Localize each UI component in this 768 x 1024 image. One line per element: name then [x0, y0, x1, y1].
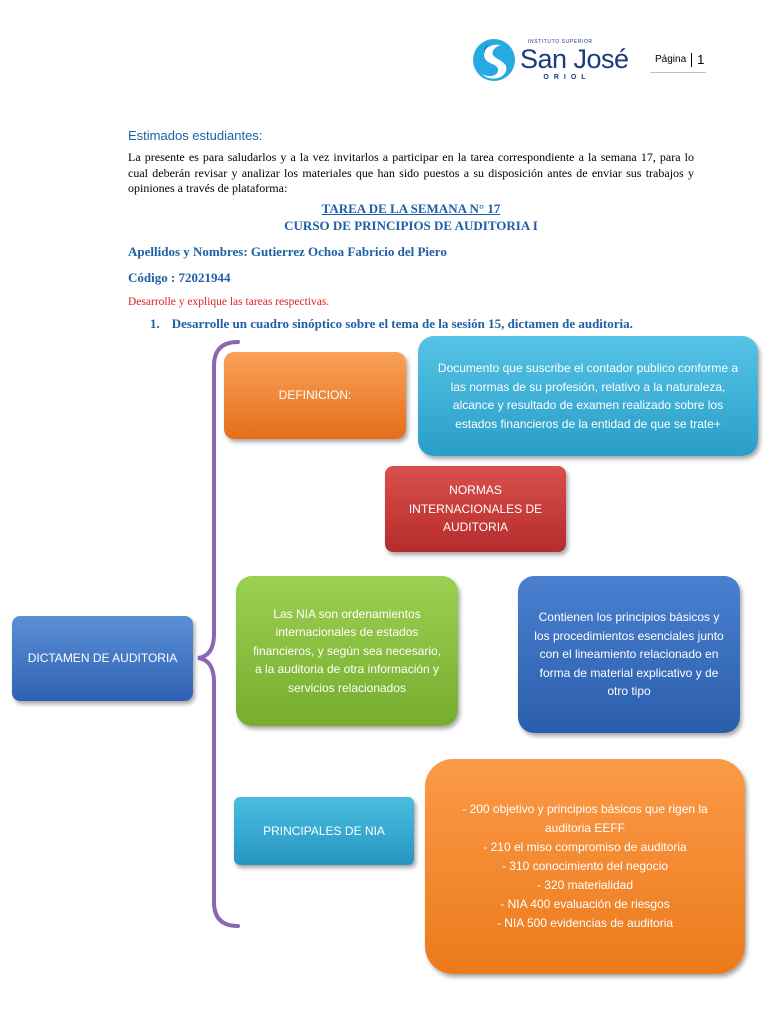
task-title: TAREA DE LA SEMANA N° 17: [321, 201, 501, 216]
student-code: Código : 72021944: [128, 270, 231, 285]
greeting: Estimados estudiantes:: [128, 128, 263, 143]
nia-contents-box: Contienen los principios básicos y los procedimientos esenciales junto con el lineamiento relacionado en forma de material explicativo y de otro tipo: [518, 576, 740, 733]
intro-paragraph: La presente es para saludarlos y a la vez invitarlos a participar en la tarea correspondiente a la semana 17, para lo cual deberán revisar y analizar los materiales que han sido puestos a su disposición antes de enviar sus trabajos y opiniones a través de plataforma:: [128, 150, 694, 195]
student-name: Apellidos y Nombres: Gutierrez Ochoa Fabricio del Piero: [128, 244, 447, 259]
page-divider: [650, 72, 706, 73]
question-text: Desarrolle un cuadro sinóptico sobre el tema de la sesión 15, dictamen de auditoria.: [171, 316, 633, 331]
question-number: 1.: [150, 316, 160, 331]
logo-name: San José: [520, 44, 629, 74]
list-item: - 320 materialidad: [536, 878, 634, 892]
nia-description-box: Las NIA son ordenamientos internacionales de estados financieros, y según sea necesario, a la auditoria de otra información y servicios relacionados: [236, 576, 458, 726]
page-number-value: 1: [697, 52, 705, 67]
principales-label-box: PRINCIPALES DE NIA: [234, 797, 414, 865]
normas-label-box: NORMAS INTERNACIONALES DE AUDITORIA: [385, 466, 566, 552]
instruction: Desarrolle y explique las tareas respectivas.: [128, 296, 330, 308]
definition-text-box: Documento que suscribe el contador publico conforme a las normas de su profesión, relativo a la naturaleza, alcance y resultado de examen realizado sobre los estados financieros de la entidad de que se trate+: [418, 336, 758, 456]
page-separator: [691, 53, 692, 67]
list-item: - 210 el miso compromiso de auditoria: [483, 840, 687, 854]
question-1: [150, 316, 633, 332]
course-title: CURSO DE PRINCIPIOS DE AUDITORIA I: [284, 218, 538, 233]
logo-subtitle: ORIOL: [543, 74, 591, 81]
task-title-block: [128, 200, 694, 234]
principales-list: [443, 800, 727, 933]
list-item: - 200 objetivo y principios básicos que rigen la auditoria EEFF: [462, 802, 708, 835]
list-item: - 310 conocimiento del negocio: [501, 859, 669, 873]
list-item: - NIA 400 evaluación de riesgos: [500, 897, 670, 911]
logo-s-icon: [472, 38, 516, 82]
principales-list-box: [425, 759, 745, 974]
institute-logo: [472, 38, 629, 84]
list-item: - NIA 500 evidencias de auditoria: [496, 916, 674, 930]
logo-small-text: INSTITUTO SUPERIOR: [528, 39, 593, 45]
page-number: [655, 52, 704, 67]
page-label: Página: [655, 54, 687, 66]
root-dictamen-box: DICTAMEN DE AUDITORIA: [12, 616, 193, 701]
definition-label-box: DEFINICION:: [224, 352, 406, 439]
